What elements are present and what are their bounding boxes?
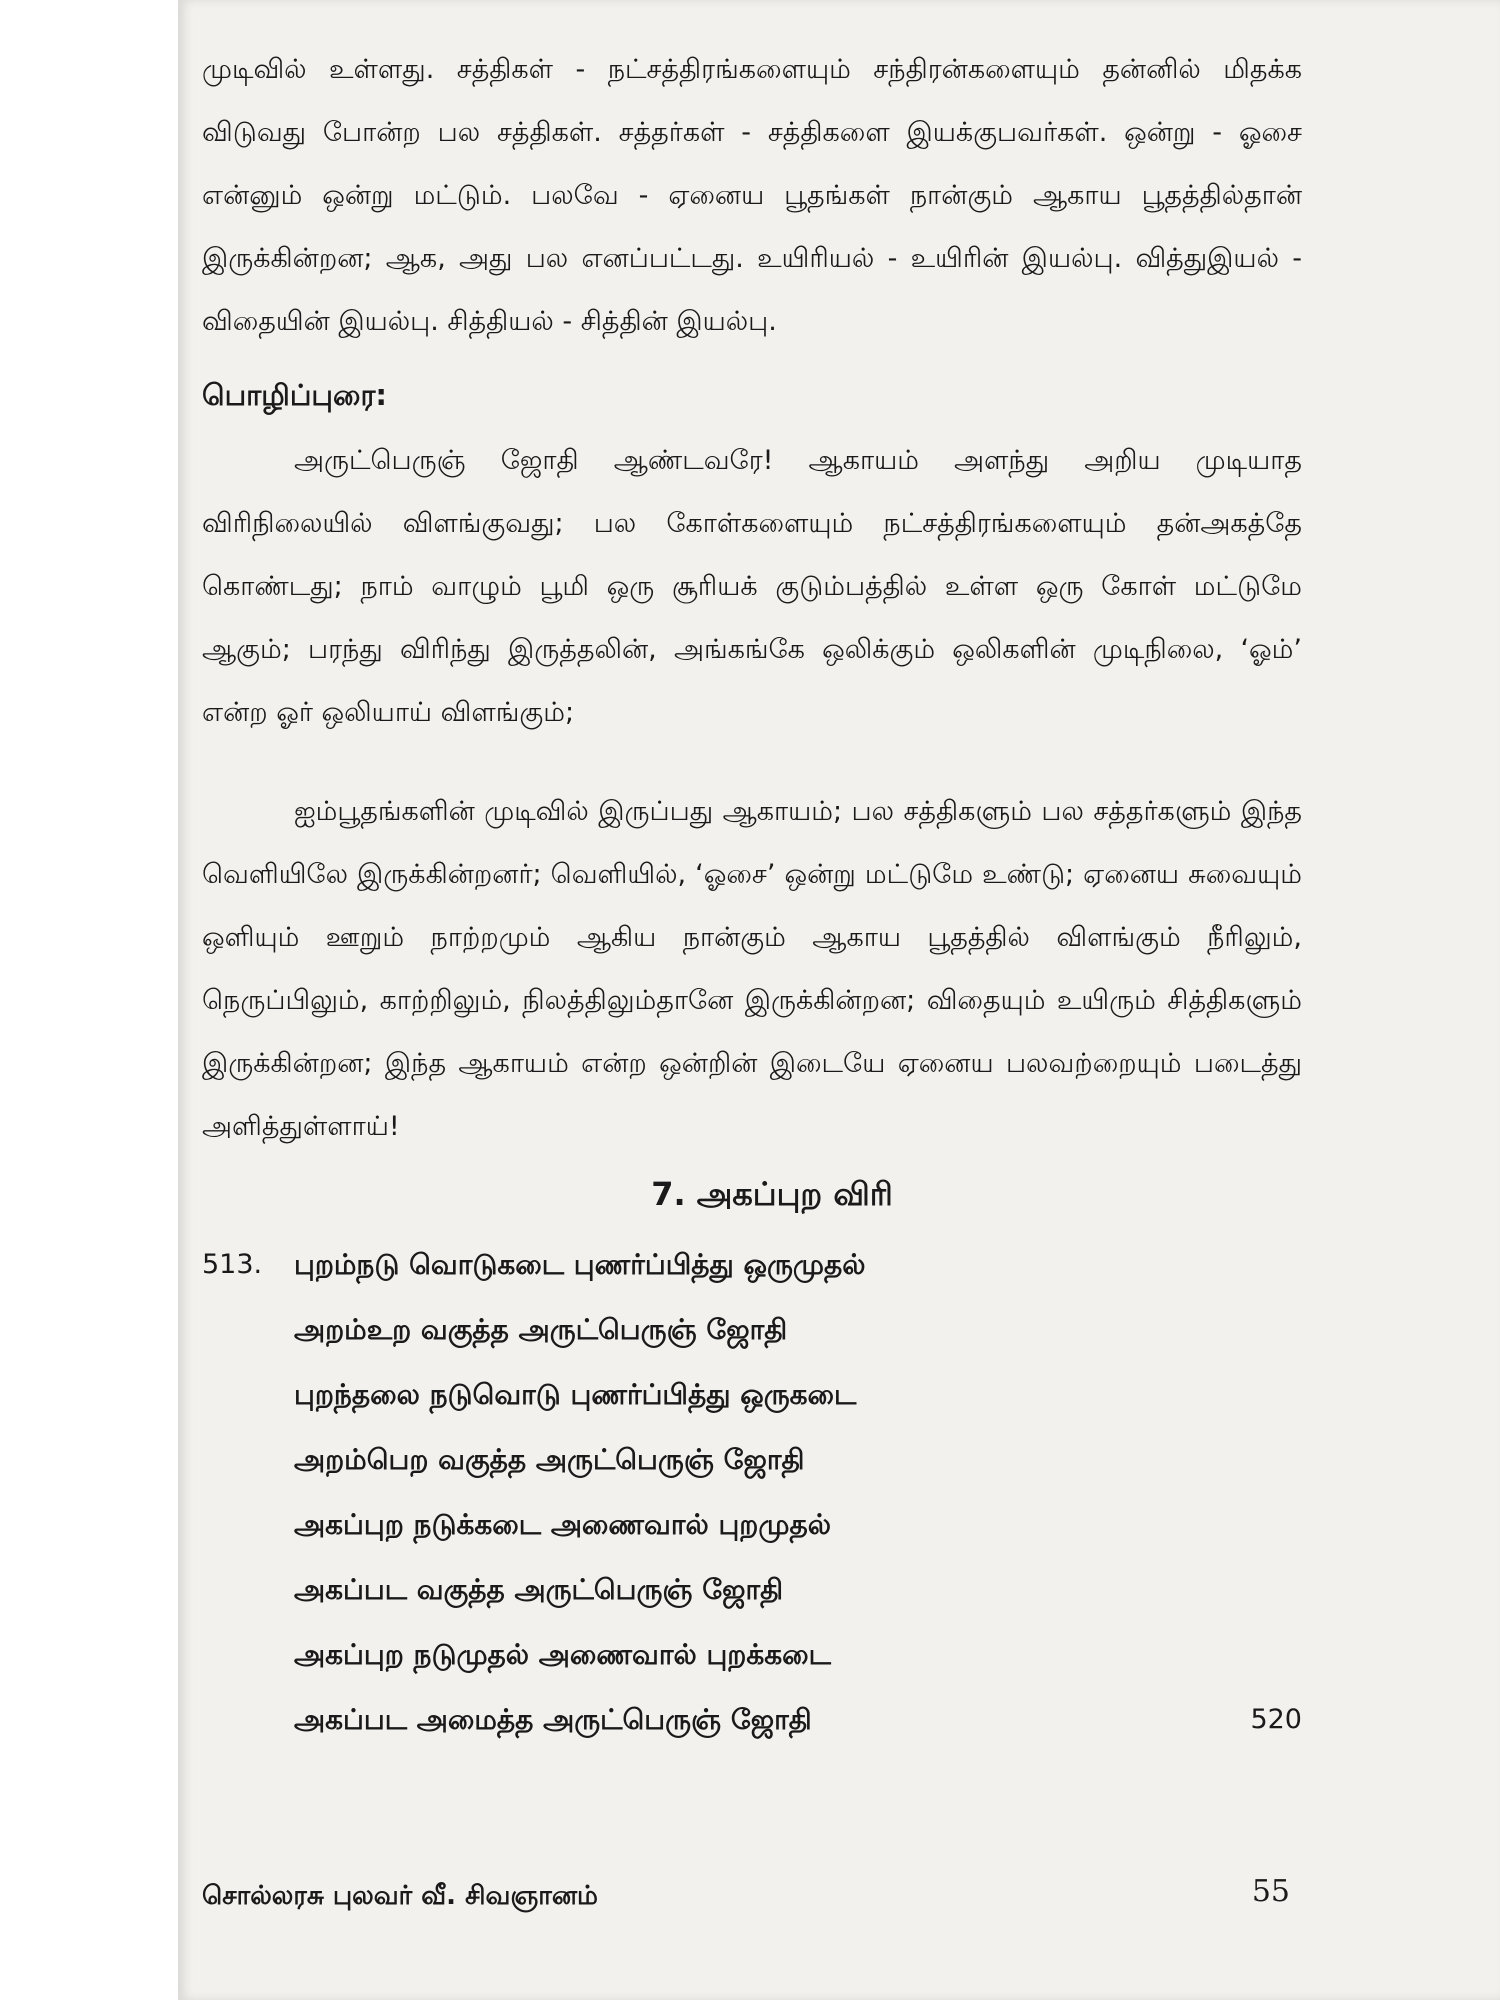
page-footer xyxy=(202,1874,1290,1924)
scan-margin xyxy=(0,0,178,2000)
verse-end-number: 520 xyxy=(1250,1704,1302,1735)
verse-line: அகப்பட வகுத்த அருட்பெருஞ் ஜோதி xyxy=(294,1573,784,1606)
page-content xyxy=(202,38,1302,1752)
verse-line-text: அகப்பட அமைத்த அருட்பெருஞ் ஜோதி xyxy=(294,1703,812,1736)
verse-line: அகப்புற நடுமுதல் அணைவால் புறக்கடை xyxy=(294,1638,831,1671)
summary-paragraph-1: அருட்பெருஞ் ஜோதி ஆண்டவரே! ஆகாயம் அளந்து அறிய முடியாத விரிநிலையில் விளங்குவது; பல கோள்களையும் நட்சத்திரங்களையும் தன்அகத்தே கொண்டது; நாம் வாழும் பூமி ஒரு சூரியக் குடும்பத்தில் உள்ள ஒரு கோள் மட்டுமே ஆகும்; பரந்து விரிந்து இருத்தலின், அங்கங்கே ஒலிக்கும் ஒலிகளின் முடிநிலை, ‘ஓம்’ என்ற ஓர் ஒலியாய் விளங்கும்; xyxy=(202,445,1302,728)
verse-line: புறம்நடு வொடுகடை புணர்ப்பித்து ஒருமுதல் xyxy=(294,1248,866,1281)
commentary-paragraph: முடிவில் உள்ளது. சத்திகள் - நட்சத்திரங்களையும் சந்திரன்களையும் தன்னில் மிதக்க விடுவது போன்ற பல சத்திகள். சத்தர்கள் - சத்திகளை இயக்குபவர்கள். ஒன்று - ஓசை என்னும் ஒன்று மட்டும். பலவே - ஏனைய பூதங்கள் நான்கும் ஆகாய பூதத்தில்தான் இருக்கின்றன; ஆக, அது பல எனப்பட்டது. உயிரியல் - உயிரின் இயல்பு. வித்துஇயல் - விதையின் இயல்பு. சித்தியல் - சித்தின் இயல்பு. xyxy=(202,54,1302,337)
chapter-title: 7. அகப்புற விரி xyxy=(651,1175,893,1213)
verse-number: 513. xyxy=(202,1249,263,1280)
verse-block xyxy=(202,1232,1302,1752)
verse-line: அறம்பெற வகுத்த அருட்பெருஞ் ஜோதி xyxy=(294,1443,805,1476)
verse-line: புறந்தலை நடுவொடு புணர்ப்பித்து ஒருகடை xyxy=(294,1378,857,1411)
footer-author: சொல்லரசு புலவர் வீ. சிவஞானம் xyxy=(202,1881,598,1911)
verse-line: அறம்உற வகுத்த அருட்பெருஞ் ஜோதி xyxy=(294,1313,788,1346)
verse-line-last xyxy=(294,1687,1302,1752)
section-heading: பொழிப்புரை: xyxy=(202,378,388,412)
summary-paragraph-2: ஐம்பூதங்களின் முடிவில் இருப்பது ஆகாயம்; பல சத்திகளும் பல சத்தர்களும் இந்த வெளியிலே இருக்கின்றனர்; வெளியில், ‘ஓசை’ ஒன்று மட்டுமே உண்டு; ஏனைய சுவையும் ஒளியும் ஊறும் நாற்றமும் ஆகிய நான்கும் ஆகாய பூதத்தில் விளங்கும் நீரிலும், நெருப்பிலும், காற்றிலும், நிலத்திலும்தானே இருக்கின்றன; விதையும் உயிரும் சித்திகளும் இருக்கின்றன; இந்த ஆகாயம் என்ற ஒன்றின் இடையே ஏனைய பலவற்றையும் படைத்து அளித்துள்ளாய்! xyxy=(202,796,1302,1142)
verse-line: அகப்புற நடுக்கடை அணைவால் புறமுதல் xyxy=(294,1508,831,1541)
page-number: 55 xyxy=(1251,1874,1290,1909)
